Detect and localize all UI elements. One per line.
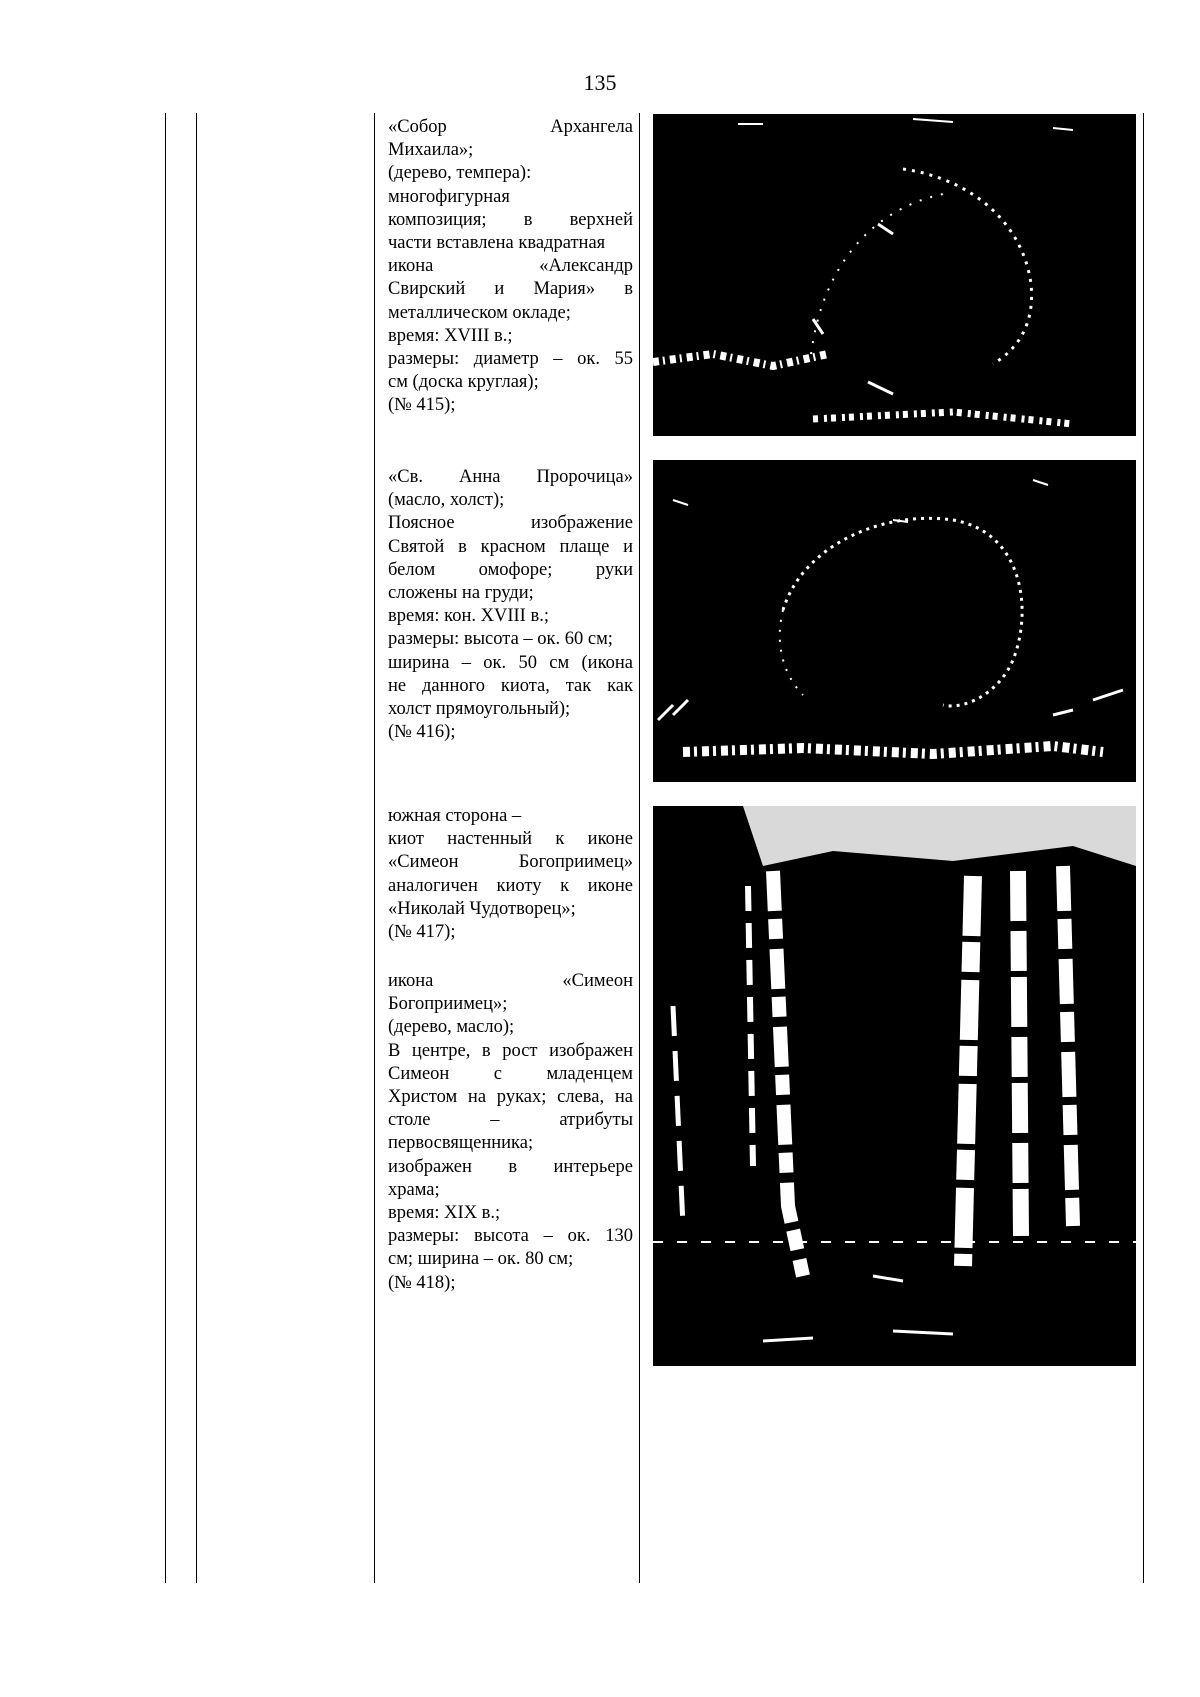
entry-line: металлическом окладе; (388, 302, 571, 323)
entry-line: (№ 416); (388, 722, 456, 743)
entry-line: «Николай Чудотворец»; (388, 898, 576, 919)
entry-line: Христом на руках; слева, на (388, 1087, 633, 1108)
photo-sv-anna-prorochitsa (653, 460, 1136, 782)
page-number: 135 (583, 70, 617, 95)
entry-line: столе – атрибуты (388, 1110, 633, 1131)
entry-line: размеры: высота – ок. 60 см; (388, 629, 613, 650)
table-border-right (1143, 113, 1144, 1583)
entry-line: В центре, в рост изображен (388, 1040, 633, 1061)
entry-line: холст прямоугольный); (388, 699, 571, 720)
photo-kiot-simeon-bogopriimets (653, 806, 1136, 1366)
entry-line: белом омофоре; руки (388, 559, 633, 580)
entry-line: аналогичен киоту к иконе (388, 875, 633, 896)
entry-line: размеры: диаметр – ок. 55 (388, 349, 633, 370)
entry-line: композиция; в верхней (388, 209, 633, 230)
entry-line: многофигурная (388, 186, 510, 207)
entry-line: (№ 415); (388, 395, 456, 416)
entry-line: Богоприимец»; (388, 994, 508, 1015)
table-column-divider-2 (374, 113, 375, 1583)
entry-line: (масло, холст); (388, 490, 505, 511)
table-column-divider-1 (196, 113, 197, 1583)
entry-line: см (доска круглая); (388, 372, 539, 393)
entry-line: киот настенный к иконе (388, 829, 633, 850)
entry-line: (дерево, масло); (388, 1017, 515, 1038)
entry-line: южная сторона – (388, 806, 522, 826)
table-column-divider-3 (639, 113, 640, 1583)
entry-line: (№ 418); (388, 1272, 456, 1293)
table-border-left (165, 113, 166, 1583)
entry-line: сложены на груди; (388, 583, 534, 604)
entry-line: Свирский и Мария» в (388, 279, 633, 300)
entry-418 (388, 970, 633, 1295)
entry-line: изображен в интерьере (388, 1156, 633, 1177)
photo-sobor-arkhangela-mikhaila (653, 114, 1136, 436)
entry-417 (388, 805, 633, 944)
entry-line: «Св. Анна Пророчица» (388, 467, 633, 487)
entry-line: (№ 417); (388, 922, 456, 943)
entry-415 (388, 116, 633, 418)
entry-line: «Собор Архангела (388, 117, 633, 137)
entry-line: Михаила»; (388, 140, 474, 161)
entry-line: (дерево, темпера): (388, 163, 532, 184)
entry-line: время: XVIII в.; (388, 325, 513, 346)
entry-line: Святой в красном плаще и (388, 536, 633, 557)
entry-416 (388, 466, 633, 744)
entry-line: Симеон с младенцем (388, 1063, 633, 1084)
entry-line: части вставлена квадратная (388, 233, 606, 254)
entry-line: первосвященника; (388, 1133, 534, 1154)
entry-line: ширина – ок. 50 см (икона (388, 652, 633, 673)
entry-line: см; ширина – ок. 80 см; (388, 1249, 574, 1270)
entry-line: икона «Симеон (388, 971, 633, 991)
entry-line: время: XIX в.; (388, 1203, 501, 1224)
entry-line: икона «Александр (388, 256, 633, 277)
entry-line: размеры: высота – ок. 130 (388, 1226, 633, 1247)
entry-line: время: кон. XVIII в.; (388, 606, 549, 627)
entry-line: Поясное изображение (388, 513, 633, 534)
entry-line: не данного киота, так как (388, 675, 633, 696)
entry-line: храма; (388, 1179, 440, 1200)
entry-line: «Симеон Богоприимец» (388, 852, 633, 873)
